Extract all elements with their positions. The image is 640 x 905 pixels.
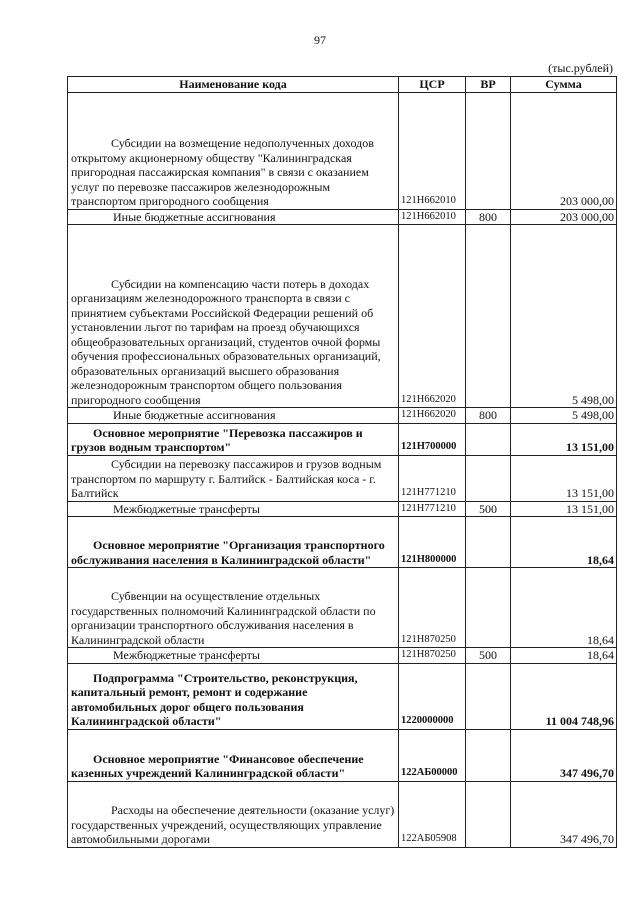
table-row xyxy=(68,517,617,568)
budget-table xyxy=(67,76,617,848)
row-name: Субвенции на осуществление отдельных государственных полномочий Калининградской области по организации транспортного обслуживания населения в Калининградской области xyxy=(68,568,399,648)
row-csr: 121Н870250 xyxy=(399,648,466,664)
row-name: Основное мероприятие "Финансовое обеспечение казенных учреждений Калининградской области" xyxy=(68,729,399,781)
row-sum: 203 000,00 xyxy=(511,209,617,225)
header-vr: ВР xyxy=(466,77,511,93)
row-name: Субсидии на перевозку пассажиров и грузов водным транспортом по маршруту г. Балтийск - Балтийская коса - г. Балтийск xyxy=(68,455,399,501)
row-sum: 18,64 xyxy=(511,648,617,664)
row-csr: 121Н662020 xyxy=(399,225,466,408)
row-name: Субсидии на компенсацию части потерь в доходах организациям железнодорожного транспорта в связи с принятием субъектами Российской Федерации решений об установлении льгот по тарифам на проезд обучающихся общеобразовательных организаций, студентов очной формы обучения профессиональных образовательных организаций, образовательных организаций высшего образования железнодорожным транспортом общего пользования пригородного сообщения xyxy=(68,225,399,408)
table-row xyxy=(68,648,617,664)
table-row xyxy=(68,501,617,517)
row-sum: 347 496,70 xyxy=(511,781,617,847)
row-vr xyxy=(466,663,511,729)
header-sum: Сумма xyxy=(511,77,617,93)
table-row xyxy=(68,209,617,225)
row-vr xyxy=(466,568,511,648)
page-number: 97 xyxy=(314,33,326,47)
row-vr xyxy=(466,455,511,501)
row-name: Иные бюджетные ассигнования xyxy=(68,408,399,424)
header-row xyxy=(68,77,617,93)
row-sum: 5 498,00 xyxy=(511,408,617,424)
row-sum: 5 498,00 xyxy=(511,225,617,408)
row-csr: 1220000000 xyxy=(399,663,466,729)
table-row xyxy=(68,568,617,648)
row-sum: 203 000,00 xyxy=(511,92,617,209)
row-sum: 18,64 xyxy=(511,568,617,648)
row-vr xyxy=(466,517,511,568)
row-sum: 13 151,00 xyxy=(511,423,617,455)
row-csr: 121Н800000 xyxy=(399,517,466,568)
row-csr: 121Н662020 xyxy=(399,408,466,424)
row-csr: 121Н771210 xyxy=(399,501,466,517)
table-row xyxy=(68,455,617,501)
row-vr xyxy=(466,781,511,847)
table-row xyxy=(68,408,617,424)
units-label: (тыс.рублей) xyxy=(548,61,613,75)
header-csr: ЦСР xyxy=(399,77,466,93)
header-name: Наименование кода xyxy=(68,77,399,93)
row-vr: 500 xyxy=(466,501,511,517)
row-name: Межбюджетные трансферты xyxy=(68,648,399,664)
row-name: Межбюджетные трансферты xyxy=(68,501,399,517)
row-csr: 121Н771210 xyxy=(399,455,466,501)
row-sum: 13 151,00 xyxy=(511,455,617,501)
row-vr: 500 xyxy=(466,648,511,664)
row-name: Иные бюджетные ассигнования xyxy=(68,209,399,225)
table-row xyxy=(68,663,617,729)
row-csr: 122АБ05908 xyxy=(399,781,466,847)
table-row xyxy=(68,729,617,781)
row-sum: 11 004 748,96 xyxy=(511,663,617,729)
row-name: Подпрограмма "Строительство, реконструкция, капитальный ремонт, ремонт и содержание автомобильных дорог общего пользования Калининградской области" xyxy=(68,663,399,729)
table-row xyxy=(68,92,617,209)
row-vr xyxy=(466,423,511,455)
table-row xyxy=(68,225,617,408)
row-csr: 121Н700000 xyxy=(399,423,466,455)
row-csr: 121Н662010 xyxy=(399,92,466,209)
row-csr: 121Н662010 xyxy=(399,209,466,225)
row-csr: 122АБ00000 xyxy=(399,729,466,781)
row-name: Субсидии на возмещение недополученных доходов открытому акционерному обществу "Калининградская пригородная пассажирская компания" в связи с оказанием услуг по перевозке пассажиров железнодорожным транспортом пригородного сообщения xyxy=(68,92,399,209)
row-sum: 13 151,00 xyxy=(511,501,617,517)
row-name: Основное мероприятие "Организация транспортного обслуживания населения в Калининградской области" xyxy=(68,517,399,568)
table-row xyxy=(68,781,617,847)
row-vr xyxy=(466,225,511,408)
row-name: Основное мероприятие "Перевозка пассажиров и грузов водным транспортом" xyxy=(68,423,399,455)
row-sum: 347 496,70 xyxy=(511,729,617,781)
row-csr: 121Н870250 xyxy=(399,568,466,648)
row-vr: 800 xyxy=(466,408,511,424)
table-row xyxy=(68,423,617,455)
row-vr: 800 xyxy=(466,209,511,225)
row-sum: 18,64 xyxy=(511,517,617,568)
row-vr xyxy=(466,92,511,209)
row-name: Расходы на обеспечение деятельности (оказание услуг) государственных учреждений, осуществляющих управление автомобильными дорогами xyxy=(68,781,399,847)
row-vr xyxy=(466,729,511,781)
